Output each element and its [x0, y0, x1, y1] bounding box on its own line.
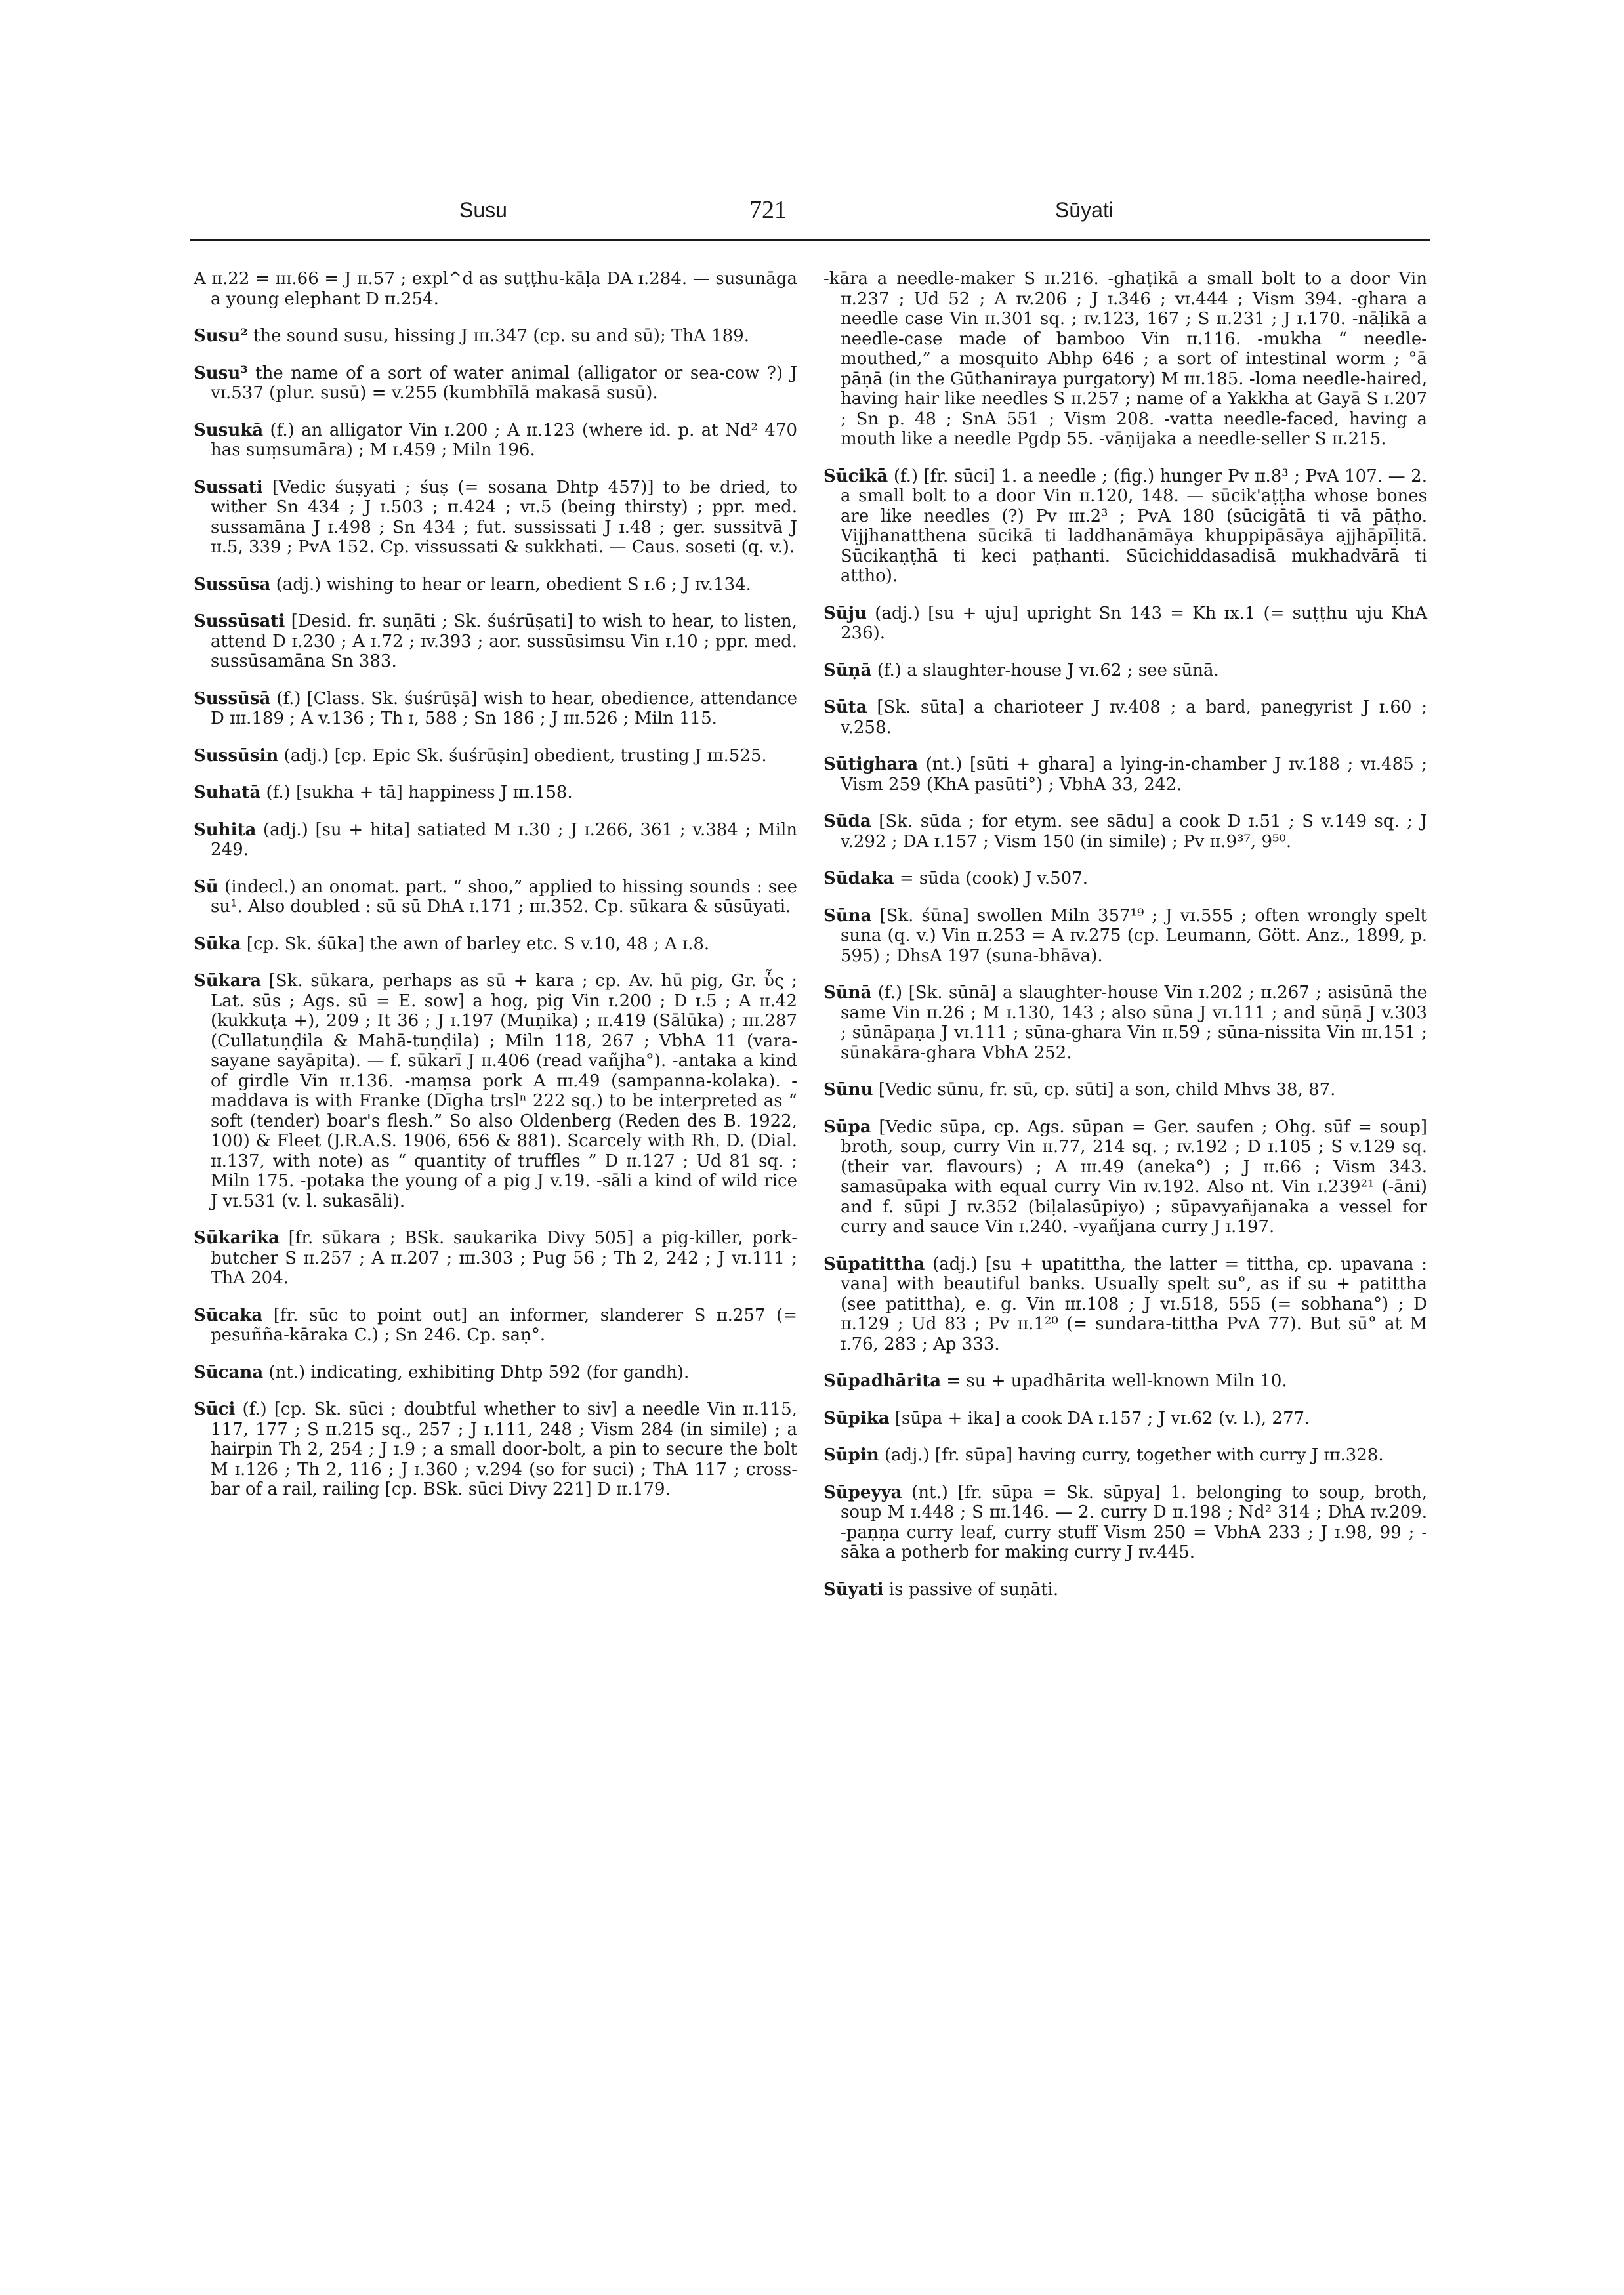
entry-headword: Sūpatittha: [823, 1254, 925, 1274]
dictionary-entry: [823, 1483, 1427, 1563]
entry-definition: [sūpa + ika] a cook DA ɪ.157 ; J vɪ.62 (v. l.), 277.: [889, 1408, 1310, 1428]
entry-definition: -kāra a needle-maker S ɪɪ.216. -ghaṭikā a small bolt to a door Vin ɪɪ.237 ; Ud 52 ; A ɪv.206 ; J ɪ.346 ; vɪ.444 ; Vism 394. -ghara a needle case Vin ɪɪ.301 sq. ; ɪv.123, 167 ; S ɪɪ.231 ; J ɪ.170. -nāḷikā a needle-case made of bamboo Vin ɪɪ.116. -mukha “ needle-mouthed,” a mosquito Abhp 646 ; a sort of intestinal worm ; °ā pāṇā (in the Gūthaniraya purgatory) M ɪɪɪ.185. -loma needle-haired, having hair like needles S ɪɪ.257 ; name of a Yakkha at Gayā S ɪ.207 ; Sn p. 48 ; SnA 551 ; Vism 208. -vatta needle-faced, having a mouth like a needle Pgdp 55. -vāṇijaka a needle-seller S ɪɪ.215.: [823, 269, 1427, 449]
entry-headword: Susukā: [194, 420, 264, 440]
dictionary-entry: [823, 661, 1427, 681]
left-column: [194, 269, 797, 1517]
dictionary-entry: [194, 877, 797, 917]
entry-headword: Sussati: [194, 477, 263, 497]
entry-definition: A ɪɪ.22 = ɪɪɪ.66 = J ɪɪ.57 ; expl^d as suṭṭhu-kāḷa DA ɪ.284. — susunāga a young elephant D ɪɪ.254.: [194, 269, 797, 309]
entry-headword: Sūju: [823, 603, 867, 623]
dictionary-entry: [823, 1445, 1427, 1466]
page-number: 721: [749, 196, 787, 224]
entry-headword: Sūpadhārita: [823, 1371, 942, 1391]
entry-definition: = su + upadhārita well-known Miln 10.: [941, 1371, 1287, 1391]
dictionary-entry: [194, 820, 797, 860]
entry-definition: [Sk. sūta] a charioteer J ɪv.408 ; a bard, panegyrist J ɪ.60 ; v.258.: [841, 697, 1427, 737]
dictionary-entry: [823, 269, 1427, 449]
dictionary-entry: [823, 1371, 1427, 1392]
entry-definition: (f.) [Sk. sūnā] a slaughter-house Vin ɪ.202 ; ɪɪ.267 ; asisūnā the same Vin ɪɪ.26 ; M ɪ.130, 143 ; also sūna J vɪ.111 ; and sūṇā J v.303 ; sūnāpaṇa J vɪ.111 ; sūna-ghara Vin ɪɪ.59 ; sūna-nissita Vin ɪɪɪ.151 ; sūnakāra-ghara VbhA 252.: [841, 983, 1427, 1063]
entry-definition: (f.) [cp. Sk. sūci ; doubtful whether to siv] a needle Vin ɪɪ.115, 117, 177 ; S ɪɪ.215 sq., 257 ; J ɪ.111, 248 ; Vism 284 (in simile) ; a hairpin Th 2, 254 ; J ɪ.9 ; a small door-bolt, a pin to secure the bolt M ɪ.126 ; Th 2, 116 ; J ɪ.360 ; v.294 (so for suci) ; ThA 117 ; cross-bar of a rail, railing [cp. BSk. sūci Divy 221] D ɪɪ.179.: [211, 1399, 797, 1499]
entry-definition: the name of a sort of water animal (alligator or sea-cow ?) J vɪ.537 (plur. susū) = v.255 (kumbhīlā makasā susū).: [211, 363, 797, 403]
entry-definition: [Vedic sūnu, fr. sū, cp. sūti] a son, child Mhvs 38, 87.: [873, 1080, 1336, 1100]
dictionary-entry: [823, 812, 1427, 852]
entry-definition: (adj.) [su + uju] upright Sn 143 = Kh ɪx.1 (= suṭṭhu uju KhA 236).: [841, 603, 1427, 643]
entry-headword: Sūka: [194, 934, 241, 954]
dictionary-entry: [194, 689, 797, 729]
entry-headword: Suhatā: [194, 783, 261, 802]
entry-definition: [Sk. sūkara, perhaps as sū + kara ; cp. Av. hū pig, Gr. ὗς ; Lat. sūs ; Ags. sū = E. sow] a hog, pig Vin ɪ.200 ; D ɪ.5 ; A ɪɪ.42 (kukkuṭa +), 209 ; It 36 ; J ɪ.197 (Muṇika) ; ɪɪ.419 (Sālūka) ; ɪɪɪ.287 (Cullatuṇḍila & Mahā-tuṇḍila) ; Miln 118, 267 ; VbhA 11 (vara-sayane sayāpita). — f. sūkarī J ɪɪ.406 (read vañjha°). -antaka a kind of girdle Vin ɪɪ.136. -maṃsa pork A ɪɪɪ.49 (sampanna-kolaka). -maddava is with Franke (Dīgha trslⁿ 222 sq.) to be interpreted as “ soft (tender) boar's flesh.” So also Oldenberg (Reden des B. 1922, 100) & Fleet (J.R.A.S. 1906, 656 & 881). Scarcely with Rh. D. (Dial. ɪɪ.137, with note) as “ quantity of truffles ” D ɪɪ.127 ; Ud 81 sq. ; Miln 175. -potaka the young of a pig J v.19. -sāli a kind of wild rice J vɪ.531 (v. l. sukasāli).: [211, 971, 797, 1211]
entry-headword: Sussūsati: [194, 611, 285, 631]
entry-definition: (adj.) wishing to hear or learn, obedient S ɪ.6 ; J ɪv.134.: [270, 574, 751, 594]
entry-headword: Sūpa: [823, 1117, 871, 1137]
entry-definition: [Sk. sūda ; for etym. see sādu] a cook D ɪ.51 ; S v.149 sq. ; J v.292 ; DA ɪ.157 ; Vism 150 (in simile) ; Pv ɪɪ.9³⁷, 9⁵⁰.: [841, 812, 1427, 852]
dictionary-entry: [194, 746, 797, 766]
entry-headword: Susu³: [194, 363, 248, 383]
entry-headword: Sūyati: [823, 1579, 884, 1600]
entry-headword: Sūda: [823, 812, 871, 831]
entry-definition: (f.) [sukha + tā] happiness J ɪɪɪ.158.: [260, 783, 573, 802]
entry-headword: Sussūsā: [194, 688, 271, 709]
entry-definition: [Vedic śuṣyati ; śuṣ (= sosana Dhtp 457)] to be dried, to wither Sn 434 ; J ɪ.503 ; ɪɪ.424 ; vɪ.5 (being thirsty) ; ppr. med. sussamāna J ɪ.498 ; Sn 434 ; fut. sussissati J ɪ.48 ; ger. sussitvā J ɪɪ.5, 339 ; PvA 152. Cp. vissussati & sukkhati. — Caus. soseti (q. v.).: [211, 477, 797, 557]
entry-headword: Sūna: [823, 905, 872, 926]
entry-definition: (f.) [Class. Sk. śuśrūṣā] wish to hear, obedience, attendance D ɪɪɪ.189 ; A v.136 ; Th ɪ, 588 ; Sn 186 ; J ɪɪɪ.526 ; Miln 115.: [211, 688, 797, 728]
dictionary-entry: [194, 1306, 797, 1346]
entry-headword: Sūkarika: [194, 1228, 280, 1248]
dictionary-entry: [194, 1228, 797, 1289]
right-column: [823, 269, 1427, 1617]
entry-definition: (adj.) [su + hita] satiated M ɪ.30 ; J ɪ.266, 361 ; v.384 ; Miln 249.: [211, 819, 797, 859]
entry-definition: (adj.) [cp. Epic Sk. śuśrūṣin] obedient, trusting J ɪɪɪ.525.: [278, 745, 767, 766]
entry-headword: Sussūsin: [194, 745, 279, 766]
dictionary-entry: [823, 755, 1427, 795]
entry-definition: (indecl.) an onomat. part. “ shoo,” applied to hissing sounds : see su¹. Also doubled : sū sū DhA ɪ.171 ; ɪɪɪ.352. Cp. sūkara & sūsūyati.: [211, 877, 797, 917]
dictionary-entry: [823, 983, 1427, 1063]
dictionary-entry: [823, 1117, 1427, 1237]
entry-definition: (f.) an alligator Vin ɪ.200 ; A ɪɪ.123 (where id. p. at Nd² 470 has suṃsumāra) ; M ɪ.459 ; Miln 196.: [211, 420, 797, 460]
entry-definition: (f.) a slaughter-house J vɪ.62 ; see sūnā.: [871, 660, 1219, 680]
entry-definition: [cp. Sk. śūka] the awn of barley etc. S v.10, 48 ; A ɪ.8.: [241, 934, 710, 954]
dictionary-entry: [194, 1363, 797, 1383]
entry-headword: Sūnā: [823, 983, 872, 1003]
entry-definition: [Sk. śūna] swollen Miln 357¹⁹ ; J vɪ.555 ; often wrongly spelt suna (q. v.) Vin ɪɪ.253 = A ɪv.275 (cp. Leumann, Gött. Anz., 1899, p. 595) ; DhsA 197 (suna-bhāva).: [841, 905, 1427, 966]
entry-headword: Sūpeyya: [823, 1482, 902, 1502]
entry-headword: Sussūsa: [194, 574, 271, 594]
entry-definition: (adj.) [fr. sūpa] having curry, together with curry J ɪɪɪ.328.: [879, 1445, 1384, 1465]
dictionary-entry: [823, 1409, 1427, 1429]
dictionary-entry: [194, 326, 797, 346]
entry-headword: Sūcana: [194, 1362, 264, 1382]
running-head-left: Susu: [459, 198, 507, 222]
dictionary-entry: [194, 934, 797, 955]
entry-definition: (nt.) indicating, exhibiting Dhtp 592 (for gandh).: [263, 1362, 690, 1382]
entry-headword: Suhita: [194, 819, 257, 840]
dictionary-entry: [194, 971, 797, 1211]
entry-definition: [fr. sūc to point out] an informer, slanderer S ɪɪ.257 (= pesuñña-kāraka C.) ; Sn 246. Cp. saṇ°.: [211, 1305, 797, 1345]
entry-headword: Sūkara: [194, 971, 262, 991]
entry-definition: (nt.) [fr. sūpa = Sk. sūpya] 1. belonging to soup, broth, soup M ɪ.448 ; S ɪɪɪ.146. — 2. curry D ɪɪ.198 ; Nd² 314 ; DhA ɪv.209. -paṇṇa curry leaf, curry stuff Vism 250 = VbhA 233 ; J ɪ.98, 99 ; -sāka a potherb for making curry J ɪv.445.: [841, 1482, 1427, 1562]
entry-definition: is passive of suṇāti.: [883, 1579, 1059, 1600]
entry-headword: Susu²: [194, 326, 248, 346]
dictionary-entry: [823, 906, 1427, 966]
dictionary-entry: [823, 1580, 1427, 1600]
dictionary-entry: [823, 869, 1427, 889]
dictionary-entry: [194, 478, 797, 558]
entry-headword: Sūcaka: [194, 1305, 263, 1325]
dictionary-entry: [823, 697, 1427, 737]
dictionary-entry: [194, 363, 797, 403]
entry-definition: = sūda (cook) J v.507.: [894, 869, 1089, 888]
entry-headword: Sūtighara: [823, 755, 919, 774]
entry-definition: the sound susu, hissing J ɪɪɪ.347 (cp. su and sū); ThA 189.: [247, 326, 749, 346]
dictionary-entry: [194, 421, 797, 461]
entry-definition: [fr. sūkara ; BSk. saukarika Divy 505] a pig-killer, pork-butcher S ɪɪ.257 ; A ɪɪ.207 ; ɪɪɪ.303 ; Pug 56 ; Th 2, 242 ; J vɪ.111 ; ThA 204.: [211, 1228, 797, 1288]
entry-definition: (nt.) [sūti + ghara] a lying-in-chamber J ɪv.188 ; vɪ.485 ; Vism 259 (KhA pasūti°) ; VbhA 33, 242.: [841, 755, 1427, 795]
entry-definition: (adj.) [su + upatittha, the latter = tittha, cp. upavana : vana] with beautiful banks. Usually spelt su°, as if su + patittha (see patittha), e. g. Vin ɪɪɪ.108 ; J vɪ.518, 555 (= sobhana°) ; D ɪɪ.129 ; Ud 83 ; Pv ɪɪ.1²⁰ (= sundara-tittha PvA 77). But sū° at M ɪ.76, 283 ; Ap 333.: [841, 1254, 1427, 1354]
dictionary-entry: [194, 783, 797, 803]
dictionary-entry: [194, 575, 797, 595]
entry-headword: Sūpin: [823, 1445, 879, 1465]
header-rule: [190, 239, 1430, 241]
entry-headword: Sūci: [194, 1399, 236, 1419]
entry-headword: Sūpika: [823, 1408, 890, 1428]
running-head-right: Sūyati: [1055, 198, 1114, 222]
dictionary-entry: [194, 269, 797, 309]
dictionary-entry: [194, 1399, 797, 1500]
entry-headword: Sūcikā: [823, 466, 888, 486]
dictionary-entry: [823, 604, 1427, 644]
dictionary-entry: [823, 1254, 1427, 1355]
entry-definition: [Vedic sūpa, cp. Ags. sūpan = Ger. saufen ; Ohg. sūf = soup] broth, soup, curry Vin ɪɪ.77, 214 sq. ; ɪv.192 ; D ɪ.105 ; S v.129 sq. (their var. flavours) ; A ɪɪɪ.49 (aneka°) ; J ɪɪ.66 ; Vism 343. samasūpaka with equal curry Vin ɪv.192. Also nt. Vin ɪ.239²¹ (-āni) and f. sūpi J ɪv.352 (biḷalasūpiyo) ; sūpavyañjanaka a vessel for curry and sauce Vin ɪ.240. -vyañjana curry J ɪ.197.: [841, 1117, 1427, 1237]
entry-headword: Sū: [194, 877, 219, 897]
entry-definition: (f.) [fr. sūci] 1. a needle ; (fig.) hunger Pv ɪɪ.8³ ; PvA 107. — 2. a small bolt to a door Vin ɪɪ.120, 148. — sūcik'aṭṭha whose bones are like needles (?) Pv ɪɪɪ.2³ ; PvA 180 (sūcigātā ti vā pāṭho. Vijjhanatthena sūcikā ti laddhanāmāya khuppipāsāya ajjhāpīḷitā. Sūcikaṇṭhā ti keci paṭhanti. Sūcichiddasadisā mukhadvārā ti attho).: [841, 466, 1427, 586]
entry-headword: Sūṇā: [823, 660, 872, 680]
dictionary-entry: [823, 466, 1427, 587]
entry-headword: Sūta: [823, 697, 867, 717]
entry-headword: Sūdaka: [823, 869, 894, 888]
entry-headword: Sūnu: [823, 1080, 873, 1100]
dictionary-entry: [823, 1080, 1427, 1100]
entry-definition: [Desid. fr. suṇāti ; Sk. śuśrūṣati] to wish to hear, to listen, attend D ɪ.230 ; A ɪ.72 ; ɪv.393 ; aor. sussūsimsu Vin ɪ.10 ; ppr. med. sussūsamāna Sn 383.: [211, 611, 797, 671]
dictionary-entry: [194, 611, 797, 672]
